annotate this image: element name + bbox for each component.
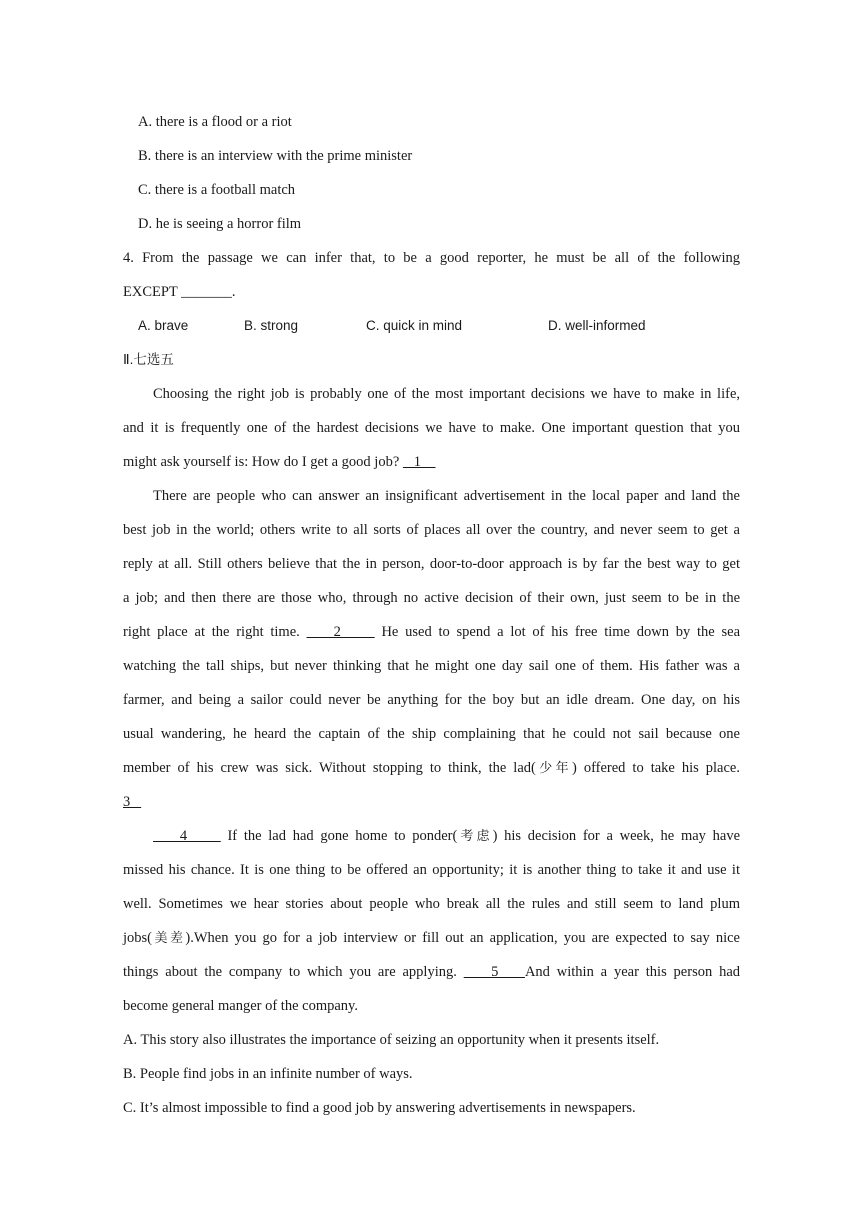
gloss-chinese: 考虑: [457, 829, 493, 844]
passage-text: ).When you go for a job interview or fill out an application, you are expected to say nice: [185, 930, 740, 946]
gloss-chinese: 美差: [152, 931, 186, 946]
blank-3: 3: [123, 794, 142, 810]
passage-p2-line8: usual wandering, he heard the captain of the ship complaining that he could not sail because one: [123, 726, 740, 742]
passage-p3-line2: missed his chance. It is one thing to be offered an opportunity; it is another thing to take it and use it: [123, 862, 740, 878]
passage-p2-line10: [123, 788, 740, 822]
blank-5: 5: [463, 964, 525, 980]
passage-p2-line2: best job in the world; others write to all sorts of places all over the country, and never seem to get a: [123, 522, 740, 538]
choice-c: C. It’s almost impossible to find a good job by answering advertisements in newspapers.: [123, 1100, 636, 1116]
passage-text: might ask yourself is: How do I get a good job?: [123, 454, 403, 470]
passage-text: ) his decision for a week, he may have: [492, 828, 741, 844]
passage-p1-line1: Choosing the right job is probably one of the most important decisions we have to make in life,: [153, 386, 740, 402]
passage-p2-line4: a job; and then there are those who, through no active decision of their own, just seem to be in the: [123, 590, 740, 606]
q3-option-c: C. there is a football match: [138, 182, 296, 198]
q4-stem-line2: [123, 278, 740, 312]
passage-text: things about the company to which you are applying.: [123, 964, 464, 980]
passage-p2-line6: watching the tall ships, but never thinking that he might one day sail one of them. His father was a: [123, 658, 740, 674]
q4-stem-line1: 4. From the passage we can infer that, to be a good reporter, he must be all of the following: [123, 250, 740, 266]
passage-text: If the lad had gone home to ponder(: [220, 828, 458, 844]
gloss-chinese: 少年: [535, 761, 572, 776]
blank-4: 4: [153, 828, 221, 844]
passage-p3-line1: [123, 822, 740, 856]
q4-except-text: EXCEPT: [123, 284, 182, 300]
q4-option-a: A. brave: [138, 318, 189, 333]
passage-text: right place at the right time.: [123, 624, 307, 640]
q4-blank: _______: [181, 284, 232, 300]
passage-p2-line5: [123, 618, 740, 652]
passage-p3-line5: [123, 958, 740, 992]
passage-text: member of his crew was sick. Without stopping to think, the lad(: [123, 760, 536, 776]
passage-text: jobs(: [123, 930, 152, 946]
passage-p1-line2: and it is frequently one of the hardest decisions we have to make. One important question that you: [123, 420, 740, 436]
blank-2: 2: [306, 624, 375, 640]
passage-text: ) offered to take his place.: [571, 760, 740, 776]
q4-option-c: C. quick in mind: [366, 318, 463, 333]
q3-option-d: D. he is seeing a horror film: [138, 216, 302, 232]
passage-p3-line4: [123, 924, 740, 958]
passage-p3-line3: well. Sometimes we hear stories about people who break all the rules and still seem to land plum: [123, 896, 740, 912]
document-page: [123, 108, 740, 1128]
passage-text: He used to spend a lot of his free time down by the sea: [374, 624, 741, 640]
q4-option-b: B. strong: [244, 318, 299, 333]
passage-p2-line7: farmer, and being a sailor could never be anything for the boy but an idle dream. One day, on his: [123, 692, 740, 708]
q4-options: [123, 312, 740, 346]
q3-option-a: A. there is a flood or a riot: [138, 114, 292, 130]
section-2-title: Ⅱ.七选五: [123, 352, 174, 367]
passage-p1-line3: [123, 448, 740, 482]
choice-b: B. People find jobs in an infinite number of ways.: [123, 1066, 413, 1082]
q3-option-b: B. there is an interview with the prime minister: [138, 148, 413, 164]
blank-1: 1: [402, 454, 436, 470]
passage-p2-line9: [123, 754, 740, 788]
passage-p2-line1: There are people who can answer an insignificant advertisement in the local paper and land the: [153, 488, 740, 504]
passage-p2-line3: reply at all. Still others believe that the in person, door-to-door approach is by far the best way to get: [123, 556, 740, 572]
passage-p3-line6: become general manger of the company.: [123, 998, 358, 1014]
passage-text: And within a year this person had: [524, 964, 741, 980]
q4-option-d: D. well-informed: [548, 318, 646, 333]
choice-a: A. This story also illustrates the importance of seizing an opportunity when it presents itself.: [123, 1032, 660, 1048]
q4-period: .: [231, 284, 236, 300]
